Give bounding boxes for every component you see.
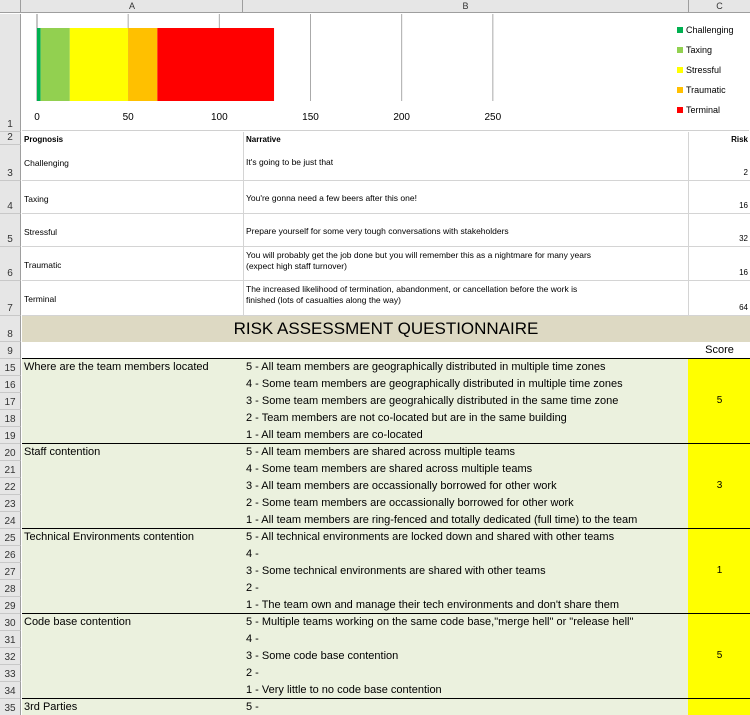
answer-option[interactable]: 3 - Some technical environments are shared with other teams	[246, 565, 546, 577]
row-header[interactable]: 18	[0, 410, 21, 427]
narrative-cell[interactable]: You're gonna need a few beers after this one!	[246, 193, 417, 203]
narrative-cell[interactable]: It's going to be just that	[246, 157, 334, 167]
row-header[interactable]: 7	[0, 281, 21, 316]
legend-swatch	[677, 67, 683, 73]
answer-option[interactable]: 5 - All team members are shared across multiple teams	[246, 446, 515, 458]
row-header[interactable]: 25	[0, 529, 21, 546]
prognosis-cell[interactable]: Taxing	[24, 194, 49, 204]
gridline	[22, 280, 750, 281]
risk-cell[interactable]: 32	[739, 234, 748, 243]
row-header[interactable]: 34	[0, 682, 21, 699]
gridline	[243, 132, 244, 316]
row-header[interactable]: 27	[0, 563, 21, 580]
answer-option[interactable]: 1 - All team members are co-located	[246, 429, 423, 441]
row-header[interactable]: 17	[0, 393, 21, 410]
score-cell[interactable]: 1	[716, 565, 723, 576]
legend-label: Stressful	[686, 65, 722, 75]
row-header[interactable]: 3	[0, 145, 21, 181]
answer-option[interactable]: 2 - Team members are not co-located but are in the same building	[246, 412, 567, 424]
tick-label: 200	[393, 112, 411, 123]
prognosis-cell[interactable]: Traumatic	[24, 260, 62, 270]
row-header[interactable]: 15	[0, 359, 21, 376]
bar-segment	[128, 28, 157, 101]
question-label: Technical Environments contention	[24, 531, 194, 543]
narrative-header: Narrative	[246, 135, 281, 144]
narrative-cell[interactable]: Prepare yourself for some very tough conversations with stakeholders	[246, 226, 509, 236]
risk-cell[interactable]: 64	[739, 303, 748, 312]
row-header[interactable]: 20	[0, 444, 21, 461]
legend-swatch	[677, 47, 683, 53]
row-header[interactable]: 33	[0, 665, 21, 682]
row-header[interactable]: 31	[0, 631, 21, 648]
risk-cell[interactable]: 16	[739, 268, 748, 277]
answer-option[interactable]: 5 - Multiple teams working on the same code base,"merge hell" or "release hell"	[246, 616, 634, 628]
bar-segment	[70, 28, 128, 101]
risk-cell[interactable]: 2	[743, 168, 748, 177]
tick-label: 50	[122, 112, 134, 123]
chart-svg	[22, 14, 749, 131]
row-header[interactable]: 30	[0, 614, 21, 631]
questionnaire-title: RISK ASSESSMENT QUESTIONNAIRE	[22, 316, 750, 342]
row-header[interactable]: 9	[0, 342, 21, 359]
gridline	[688, 132, 689, 316]
row-header[interactable]: 6	[0, 247, 21, 281]
column-header-c[interactable]: C	[716, 1, 723, 11]
column-header-b[interactable]: B	[243, 0, 689, 13]
answer-option[interactable]: 3 - Some code base contention	[246, 650, 399, 662]
bar-segment	[37, 28, 41, 101]
row-header[interactable]: 35	[0, 699, 21, 715]
answer-option[interactable]: 4 -	[246, 633, 259, 645]
question-label: Where are the team members located	[24, 361, 209, 373]
legend-label: Taxing	[686, 45, 713, 55]
tick-label: 100	[210, 112, 228, 123]
row-header[interactable]: 24	[0, 512, 21, 529]
answer-option[interactable]: 1 - Very little to no code base contention	[246, 684, 442, 696]
gridline	[22, 180, 750, 181]
score-cell[interactable]: 5	[716, 395, 723, 406]
score-column	[688, 359, 750, 715]
tick-label: 250	[484, 112, 502, 123]
prognosis-cell[interactable]: Terminal	[24, 294, 57, 304]
tick-label: 150	[302, 112, 319, 123]
row-header[interactable]: 28	[0, 580, 21, 597]
risk-header: Risk	[731, 135, 748, 144]
answer-option[interactable]: 5 - All team members are geographically distributed in multiple time zones	[246, 361, 606, 373]
narrative-cell[interactable]: You will probably get the job done but you will remember this as a nightmare for many years	[246, 250, 592, 260]
legend-label: Traumatic	[686, 85, 726, 95]
prognosis-cell[interactable]: Stressful	[24, 227, 58, 237]
row-header[interactable]: 21	[0, 461, 21, 478]
answer-option[interactable]: 3 - Some team members are geograhically distributed in the same time zone	[246, 395, 619, 407]
column-header-bar	[0, 0, 750, 13]
answer-option[interactable]: 3 - All team members are occassionally borrowed for other work	[246, 480, 557, 492]
gridline	[22, 213, 750, 214]
question-label: 3rd Parties	[24, 701, 78, 713]
row-header[interactable]: 4	[0, 181, 21, 214]
gridline	[22, 246, 750, 247]
column-header-a[interactable]: A	[22, 0, 243, 13]
answer-option[interactable]: 2 -	[246, 582, 259, 594]
risk-cell[interactable]: 16	[739, 201, 748, 210]
answer-option[interactable]: 2 -	[246, 667, 259, 679]
row-header[interactable]: 8	[0, 316, 21, 342]
group-divider	[22, 698, 750, 699]
row-header[interactable]: 1	[0, 14, 21, 132]
score-cell[interactable]: 5	[716, 650, 723, 661]
row-header[interactable]: 22	[0, 478, 21, 495]
prognosis-cell[interactable]: Challenging	[24, 158, 69, 168]
row-header[interactable]: 19	[0, 427, 21, 444]
question-label: Staff contention	[24, 446, 101, 458]
bar-segment	[157, 28, 274, 101]
risk-chart[interactable]	[22, 14, 749, 131]
answer-option[interactable]: 4 - Some team members are geographically distributed in multiple time zones	[246, 378, 623, 390]
legend-label: Challenging	[686, 25, 734, 35]
narrative-cell[interactable]: (expect high staff turnover)	[246, 261, 347, 271]
row-header[interactable]: 5	[0, 214, 21, 247]
score-header: Score	[705, 344, 734, 356]
bar-segment	[41, 28, 70, 101]
answer-option[interactable]: 4 - Some team members are shared across multiple teams	[246, 463, 533, 475]
legend-swatch	[677, 87, 683, 93]
select-all-corner[interactable]	[0, 0, 21, 13]
answer-option[interactable]: 4 -	[246, 548, 259, 560]
answer-option[interactable]: 5 -	[246, 701, 259, 713]
legend-swatch	[677, 107, 683, 113]
row-header[interactable]: 23	[0, 495, 21, 512]
score-cell[interactable]: 3	[716, 480, 723, 491]
answer-option[interactable]: 1 - All team members are ring-fenced and totally dedicated (full time) to the team	[246, 514, 638, 526]
answer-option[interactable]: 2 - Some team members are occassionally borrowed for other work	[246, 497, 574, 509]
tick-label: 0	[34, 112, 40, 123]
legend-swatch	[677, 27, 683, 33]
row-header[interactable]: 2	[0, 132, 21, 145]
row-header[interactable]: 16	[0, 376, 21, 393]
legend-label: Terminal	[686, 105, 721, 115]
question-label: Code base contention	[24, 616, 132, 628]
prognosis-header: Prognosis	[24, 135, 64, 144]
answer-option[interactable]: 1 - The team own and manage their tech environments and don't share them	[246, 599, 620, 611]
narrative-cell[interactable]: The increased likelihood of termination, abandonment, or cancellation before the work is	[246, 284, 578, 294]
narrative-cell[interactable]: finished (lots of casualties along the way)	[246, 295, 401, 305]
row-header[interactable]: 32	[0, 648, 21, 665]
answer-option[interactable]: 5 - All technical environments are locked down and shared with other teams	[246, 531, 615, 543]
row-header[interactable]: 26	[0, 546, 21, 563]
row-header[interactable]: 29	[0, 597, 21, 614]
